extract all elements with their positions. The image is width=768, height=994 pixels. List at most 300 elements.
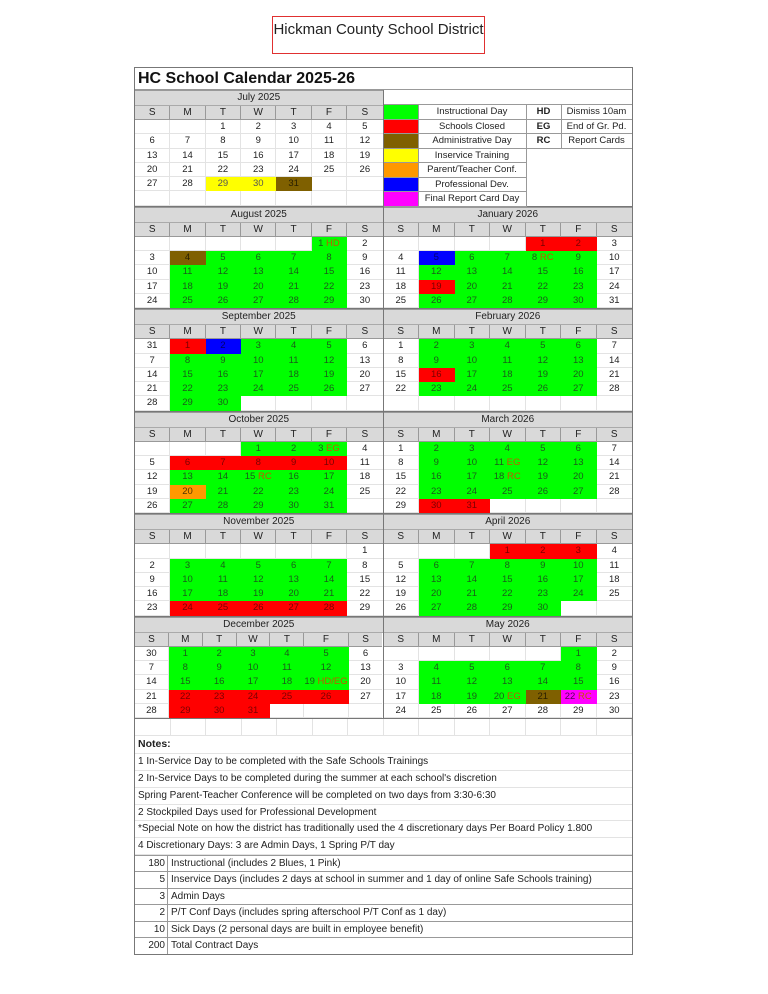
month-grid — [135, 223, 383, 308]
day-number: 30 — [252, 178, 264, 190]
day-cell — [490, 368, 526, 382]
calendar-row — [135, 90, 632, 206]
empty-cell — [312, 191, 347, 205]
day-number: 31 — [608, 294, 620, 306]
empty-cell — [347, 191, 382, 205]
day-cell — [455, 470, 491, 484]
notes-heading: Notes: — [135, 736, 632, 754]
day-number: 26 — [430, 294, 442, 306]
day-cell — [135, 382, 170, 396]
day-cell — [241, 251, 276, 265]
day-number: 28 — [466, 602, 478, 614]
day-number: 27 — [360, 690, 371, 702]
day-cell — [203, 690, 237, 704]
empty-cell — [135, 544, 170, 558]
day-number: 18 — [493, 471, 505, 483]
day-number: 9 — [433, 457, 439, 469]
day-cell — [312, 442, 347, 456]
day-cell — [206, 251, 241, 265]
day-cell — [276, 134, 311, 148]
empty-cell — [384, 647, 420, 661]
day-cell — [276, 339, 311, 353]
weekday-header: W — [241, 428, 276, 442]
calendar-left-column — [135, 207, 384, 308]
day-cell — [347, 120, 382, 134]
day-cell — [419, 456, 455, 470]
day-cell — [276, 485, 311, 499]
weekday-header: F — [312, 428, 347, 442]
day-code-tag: RC — [575, 690, 592, 702]
day-number: 1 — [255, 442, 261, 454]
empty-cell — [276, 396, 311, 410]
day-cell — [597, 265, 633, 279]
weekday-header: F — [312, 530, 347, 544]
day-cell — [312, 573, 347, 587]
legend-label: Inservice Training — [419, 149, 527, 164]
legend-label: Professional Dev. — [419, 178, 527, 193]
day-number: 10 — [146, 266, 158, 278]
day-cell — [526, 251, 562, 265]
day-number: 25 — [501, 485, 513, 497]
day-number: 18 — [608, 573, 620, 585]
day-cell — [349, 647, 383, 661]
day-number: 7 — [540, 662, 546, 674]
day-number: 4 — [504, 340, 510, 352]
day-cell — [170, 485, 205, 499]
weekday-header: S — [347, 223, 382, 237]
day-cell — [490, 675, 526, 689]
day-cell — [419, 294, 455, 308]
day-cell — [597, 485, 633, 499]
empty-cell — [419, 237, 455, 251]
day-number: 25 — [182, 294, 193, 306]
day-number: 23 — [430, 485, 442, 497]
calendar-left-column — [135, 617, 384, 718]
day-cell — [455, 382, 491, 396]
day-cell — [170, 456, 205, 470]
day-cell — [270, 661, 304, 675]
day-number: 25 — [395, 294, 407, 306]
weekday-header: W — [237, 633, 271, 647]
day-cell — [384, 704, 420, 718]
note-item: 4 Discretionary Days: 3 are Admin Days, 1 Spring P/T day — [135, 838, 632, 855]
day-number: 23 — [288, 485, 299, 497]
empty-cell — [241, 396, 276, 410]
weekday-header: F — [312, 325, 347, 339]
day-number: 1 — [398, 340, 404, 352]
day-cell — [276, 559, 311, 573]
day-cell — [419, 573, 455, 587]
calendar-left-column — [135, 412, 384, 513]
month-grid — [384, 633, 633, 718]
weekday-header: S — [135, 106, 170, 120]
summary-row — [135, 855, 632, 872]
day-number: 9 — [149, 573, 155, 585]
calendar-right-column — [384, 514, 633, 615]
day-cell — [241, 163, 276, 177]
day-number: 10 — [288, 135, 299, 147]
day-cell — [597, 661, 633, 675]
day-cell — [455, 587, 491, 601]
day-number: 15 — [182, 368, 193, 380]
day-cell — [384, 587, 420, 601]
day-cell — [347, 280, 382, 294]
day-cell — [170, 134, 205, 148]
day-number: 15 — [217, 149, 229, 161]
weekday-header: M — [169, 633, 203, 647]
day-cell — [526, 265, 562, 279]
legend-spacer — [384, 90, 633, 105]
day-cell — [526, 442, 562, 456]
weekday-header: S — [135, 633, 169, 647]
day-number: 13 — [288, 573, 299, 585]
day-cell — [490, 661, 526, 675]
day-number: 9 — [255, 135, 261, 147]
day-number: 2 — [433, 442, 439, 454]
day-cell — [170, 601, 205, 615]
day-cell — [455, 294, 491, 308]
month-grid — [135, 428, 383, 513]
day-number: 25 — [359, 485, 371, 497]
day-cell — [347, 470, 382, 484]
legend-empty-cell — [562, 192, 632, 207]
day-number: 3 — [184, 559, 191, 571]
day-cell — [135, 280, 170, 294]
weekday-header: S — [135, 223, 170, 237]
day-number: 4 — [184, 252, 191, 264]
day-cell — [276, 149, 311, 163]
note-item: 2 Stockpiled Days used for Professional Development — [135, 805, 632, 822]
day-number: 26 — [252, 602, 264, 614]
day-cell — [597, 544, 633, 558]
day-number: 25 — [288, 383, 299, 395]
day-number: 11 — [217, 573, 228, 585]
calendar-right-column — [384, 617, 633, 718]
month-july-2025 — [135, 90, 383, 206]
empty-cell — [526, 499, 562, 513]
day-cell — [526, 544, 562, 558]
day-number: 10 — [247, 662, 259, 674]
notes-list — [135, 754, 632, 855]
day-number: 12 — [537, 354, 549, 366]
weekday-header: T — [206, 530, 241, 544]
day-cell — [419, 661, 455, 675]
day-cell — [419, 690, 455, 704]
day-number: 14 — [146, 676, 157, 688]
day-number: 19 — [217, 280, 229, 292]
day-number: 17 — [608, 266, 620, 278]
day-cell — [312, 120, 347, 134]
day-cell — [597, 704, 633, 718]
day-number: 11 — [288, 354, 299, 366]
day-number: 27 — [572, 485, 584, 497]
day-cell — [241, 587, 276, 601]
empty-cell — [490, 396, 526, 410]
weekday-header: W — [241, 530, 276, 544]
weekday-header: S — [597, 325, 633, 339]
day-cell — [597, 237, 633, 251]
day-number: 16 — [146, 588, 158, 600]
day-cell — [276, 265, 311, 279]
empty-cell — [455, 647, 491, 661]
empty-cell — [276, 191, 311, 205]
day-cell — [135, 601, 170, 615]
weekday-header: M — [419, 530, 455, 544]
day-number: 1 — [398, 442, 404, 454]
day-number: 9 — [220, 354, 226, 366]
day-number: 11 — [502, 354, 513, 366]
day-number: 2 — [255, 121, 261, 132]
day-cell — [304, 647, 348, 661]
weekday-header: S — [597, 223, 633, 237]
day-number: 20 — [430, 588, 442, 600]
day-cell — [561, 265, 597, 279]
day-cell — [561, 661, 597, 675]
day-number: 4 — [398, 252, 404, 264]
day-number: 13 — [146, 149, 158, 161]
day-cell — [526, 280, 562, 294]
day-number: 24 — [608, 280, 620, 292]
day-cell — [455, 456, 491, 470]
day-number: 12 — [146, 471, 158, 483]
day-number: 28 — [608, 485, 620, 497]
legend-label: Final Report Card Day — [419, 192, 527, 207]
day-cell — [597, 251, 633, 265]
day-cell — [419, 265, 455, 279]
day-cell — [135, 499, 170, 513]
weekday-header: W — [490, 325, 526, 339]
day-number: 24 — [323, 485, 335, 497]
day-number: 5 — [255, 559, 261, 571]
day-cell — [490, 251, 526, 265]
legend-empty-cell — [527, 192, 562, 207]
day-cell — [490, 265, 526, 279]
weekday-header: M — [170, 325, 205, 339]
day-number: 2 — [611, 647, 617, 659]
day-cell — [206, 382, 241, 396]
day-cell — [312, 456, 347, 470]
day-cell — [347, 265, 382, 279]
day-cell — [526, 485, 562, 499]
weekday-header: F — [561, 633, 597, 647]
day-cell — [455, 442, 491, 456]
day-cell — [170, 149, 205, 163]
day-number: 20 — [146, 163, 158, 175]
day-number: 7 — [611, 340, 617, 352]
day-cell — [455, 251, 491, 265]
day-cell — [419, 251, 455, 265]
day-cell — [349, 661, 383, 675]
day-number: 13 — [359, 354, 371, 366]
day-number: 27 — [501, 704, 513, 716]
day-number: 2 — [216, 647, 222, 659]
day-cell — [347, 485, 382, 499]
day-cell — [206, 499, 241, 513]
summary-label: Admin Days — [171, 890, 225, 902]
day-number: 5 — [540, 340, 546, 352]
day-cell — [384, 601, 420, 615]
day-number: 10 — [466, 354, 478, 366]
day-cell — [170, 382, 205, 396]
day-number: 16 — [608, 676, 620, 688]
weekday-header: S — [347, 325, 382, 339]
day-number: 21 — [466, 588, 478, 600]
day-cell — [312, 499, 347, 513]
day-number: 4 — [326, 121, 332, 132]
month-grid — [384, 223, 633, 308]
day-number: 16 — [288, 471, 299, 483]
day-cell — [597, 339, 633, 353]
day-number: 3 — [318, 442, 324, 454]
day-number: 14 — [608, 457, 620, 469]
weekday-header: S — [347, 530, 382, 544]
summary-count: 10 — [135, 922, 168, 938]
empty-cell — [206, 237, 241, 251]
day-cell — [241, 354, 276, 368]
day-number: 23 — [252, 163, 264, 175]
day-cell — [455, 675, 491, 689]
day-number: 22 — [182, 383, 193, 395]
day-number: 28 — [146, 704, 157, 716]
summary-row — [135, 888, 632, 905]
weekday-header: T — [276, 325, 311, 339]
day-number: 15 — [537, 266, 549, 278]
day-cell — [455, 559, 491, 573]
day-cell — [312, 149, 347, 163]
empty-cell — [526, 647, 562, 661]
day-cell — [561, 237, 597, 251]
day-cell — [419, 442, 455, 456]
weekday-header: W — [490, 530, 526, 544]
day-number: 16 — [430, 368, 442, 380]
day-number: 19 — [395, 588, 407, 600]
day-cell — [170, 280, 205, 294]
day-cell — [135, 470, 170, 484]
day-cell — [206, 149, 241, 163]
month-grid — [384, 428, 633, 513]
day-number: 2 — [149, 559, 155, 571]
empty-cell — [490, 237, 526, 251]
day-number: 22 — [395, 383, 407, 395]
weekday-header: M — [170, 106, 205, 120]
day-number: 24 — [182, 602, 193, 614]
legend-empty-cell — [562, 149, 632, 164]
day-number: 18 — [395, 280, 407, 292]
day-number: 10 — [252, 354, 264, 366]
day-cell — [135, 149, 170, 163]
day-number: 26 — [537, 485, 549, 497]
day-number: 8 — [362, 559, 368, 571]
day-cell — [455, 368, 491, 382]
day-cell — [203, 675, 237, 689]
day-number: 22 — [217, 163, 229, 175]
empty-cell — [206, 191, 241, 205]
note-item: 2 In-Service Days to be completed during the summer at each school's discretion — [135, 771, 632, 788]
day-number: 20 — [466, 280, 478, 292]
day-cell — [270, 690, 304, 704]
day-number: 27 — [572, 383, 584, 395]
day-number: 29 — [537, 294, 549, 306]
blank-spacer-row — [135, 718, 632, 736]
empty-cell — [241, 544, 276, 558]
legend-code-meaning: End of Gr. Pd. — [562, 120, 632, 135]
day-number: 18 — [323, 149, 335, 161]
day-number: 27 — [466, 294, 478, 306]
day-number: 19 — [323, 368, 335, 380]
calendar-row — [135, 411, 632, 513]
month-november-2025 — [135, 514, 383, 615]
summary-row — [135, 871, 632, 888]
day-number: 6 — [290, 559, 297, 571]
weekday-header: F — [561, 428, 597, 442]
day-number: 14 — [146, 368, 158, 380]
day-number: 28 — [501, 294, 513, 306]
empty-cell — [561, 396, 597, 410]
weekday-header: T — [455, 325, 491, 339]
day-number: 11 — [609, 559, 620, 571]
day-cell — [384, 499, 420, 513]
day-cell — [170, 265, 205, 279]
day-cell — [347, 382, 382, 396]
day-number: 7 — [326, 559, 332, 571]
empty-cell — [347, 396, 382, 410]
weekday-header: F — [561, 223, 597, 237]
day-number: 4 — [290, 340, 297, 352]
weekday-header: S — [597, 530, 633, 544]
day-cell — [419, 382, 455, 396]
day-cell — [206, 396, 241, 410]
weekday-header: F — [561, 530, 597, 544]
day-number: 21 — [608, 471, 620, 483]
day-code-tag: RC — [504, 471, 521, 483]
legend-code: EG — [527, 120, 562, 135]
weekday-header: S — [347, 428, 382, 442]
day-number: 12 — [466, 676, 478, 688]
day-number: 1 — [318, 237, 324, 249]
month-title: July 2025 — [135, 90, 383, 106]
calendar-left-column — [135, 309, 384, 410]
day-number: 12 — [395, 573, 407, 585]
day-cell — [312, 382, 347, 396]
day-cell — [206, 559, 241, 573]
day-number: 27 — [146, 178, 158, 190]
day-cell — [455, 573, 491, 587]
month-grid — [135, 325, 383, 410]
legend-swatch-green — [384, 105, 419, 120]
day-cell — [561, 442, 597, 456]
day-cell — [384, 485, 420, 499]
day-number: 2 — [433, 340, 439, 352]
day-number: 1 — [540, 237, 546, 249]
summary-row — [135, 904, 632, 921]
day-number: 31 — [323, 499, 335, 511]
day-number: 20 — [360, 676, 371, 688]
weekday-header: S — [384, 223, 420, 237]
summary-row — [135, 937, 632, 954]
day-number: 15 — [323, 266, 335, 278]
weekday-header: F — [561, 325, 597, 339]
day-number: 5 — [220, 252, 226, 264]
weekday-header: T — [526, 223, 562, 237]
legend-label: Parent/Teacher Conf. — [419, 163, 527, 178]
day-cell — [419, 559, 455, 573]
day-number: 21 — [537, 690, 549, 702]
day-number: 21 — [288, 280, 299, 292]
month-title: October 2025 — [135, 412, 383, 428]
day-cell — [237, 675, 271, 689]
day-number: 3 — [250, 647, 256, 659]
day-number: 4 — [284, 647, 290, 659]
